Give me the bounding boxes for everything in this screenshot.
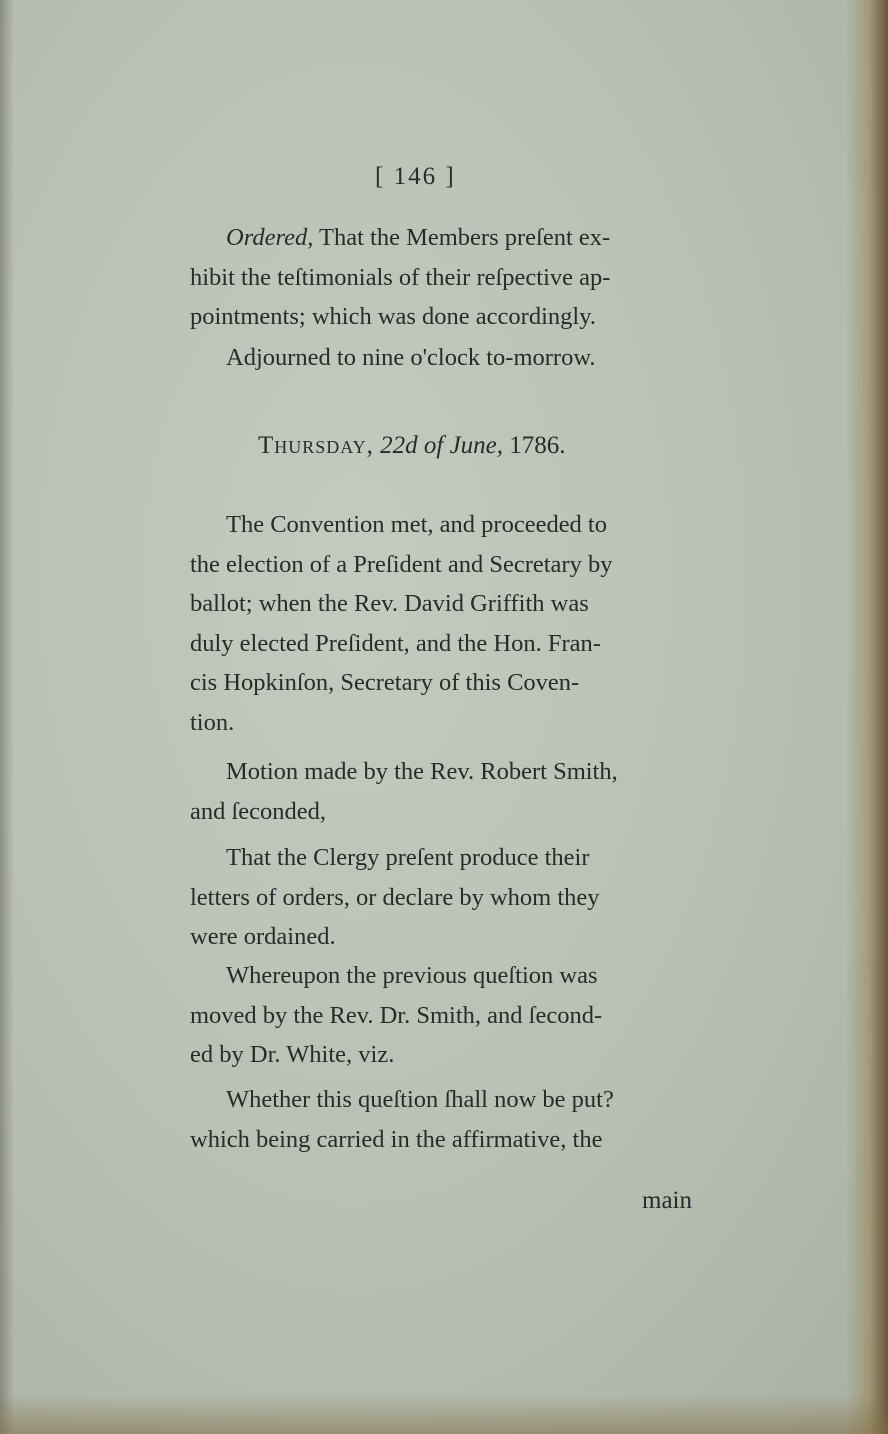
paragraph-line: Whereupon the previous queſtion was <box>226 962 598 989</box>
paragraph-whether <box>190 1080 710 1159</box>
paragraph-line: ballot; when the Rev. David Griffith was <box>190 590 589 617</box>
paragraph-line: Adjourned to nine o'clock to-morrow. <box>226 344 596 371</box>
paragraph-line: which being carried in the affirmative, the <box>190 1125 603 1153</box>
paragraph-line: the election of a Preſident and Secretary by <box>190 550 613 578</box>
paragraph-motion <box>190 752 710 831</box>
paragraph-line: pointments; which was done accordingly. <box>190 303 596 330</box>
heading-date: 22d of June, <box>380 432 504 459</box>
paragraph-line: ed by Dr. White, viz. <box>190 1041 395 1068</box>
page-number: [ 146 ] <box>375 163 456 190</box>
paragraph-line: cis Hopkinſon, Secretary of this Coven- <box>190 669 580 696</box>
paragraph-whereupon <box>190 956 710 1075</box>
page-edge-bottom <box>0 1394 888 1434</box>
paragraph-convention-met <box>190 505 710 742</box>
heading-year: 1786. <box>509 432 566 459</box>
paragraph-adjourned <box>190 338 710 378</box>
paragraph-line <box>190 218 710 258</box>
heading-day: Thursday, <box>258 432 374 459</box>
paragraph-line: tion. <box>190 708 235 736</box>
paragraph-clergy <box>190 838 710 957</box>
paragraph-line: letters of orders, or declare by whom they <box>190 883 600 911</box>
paragraph-line: were ordained. <box>190 923 336 950</box>
line-text: That the Members preſent ex- <box>319 224 611 251</box>
paragraph-line: The Convention met, and proceeded to <box>226 511 607 538</box>
paragraph-line: and ſeconded, <box>190 797 327 825</box>
paragraph-line: That the Clergy preſent produce their <box>226 844 590 871</box>
paragraph-line: moved by the Rev. Dr. Smith, and ſecond- <box>190 1001 603 1029</box>
page-edge-left <box>0 0 14 1434</box>
paragraph-line: Motion made by the Rev. Robert Smith, <box>226 758 618 785</box>
catchword: main <box>642 1187 692 1214</box>
paragraph-line: duly elected Preſident, and the Hon. Fran- <box>190 629 601 657</box>
date-heading <box>258 432 566 460</box>
paragraph-line: hibit the teſtimonials of their reſpective ap- <box>190 263 611 291</box>
paragraph-line: Whether this queſtion ſhall now be put? <box>226 1086 614 1113</box>
lead-italic-word: Ordered, <box>226 224 314 251</box>
paragraph-ordered <box>190 218 710 337</box>
page-edge-right <box>846 0 888 1434</box>
